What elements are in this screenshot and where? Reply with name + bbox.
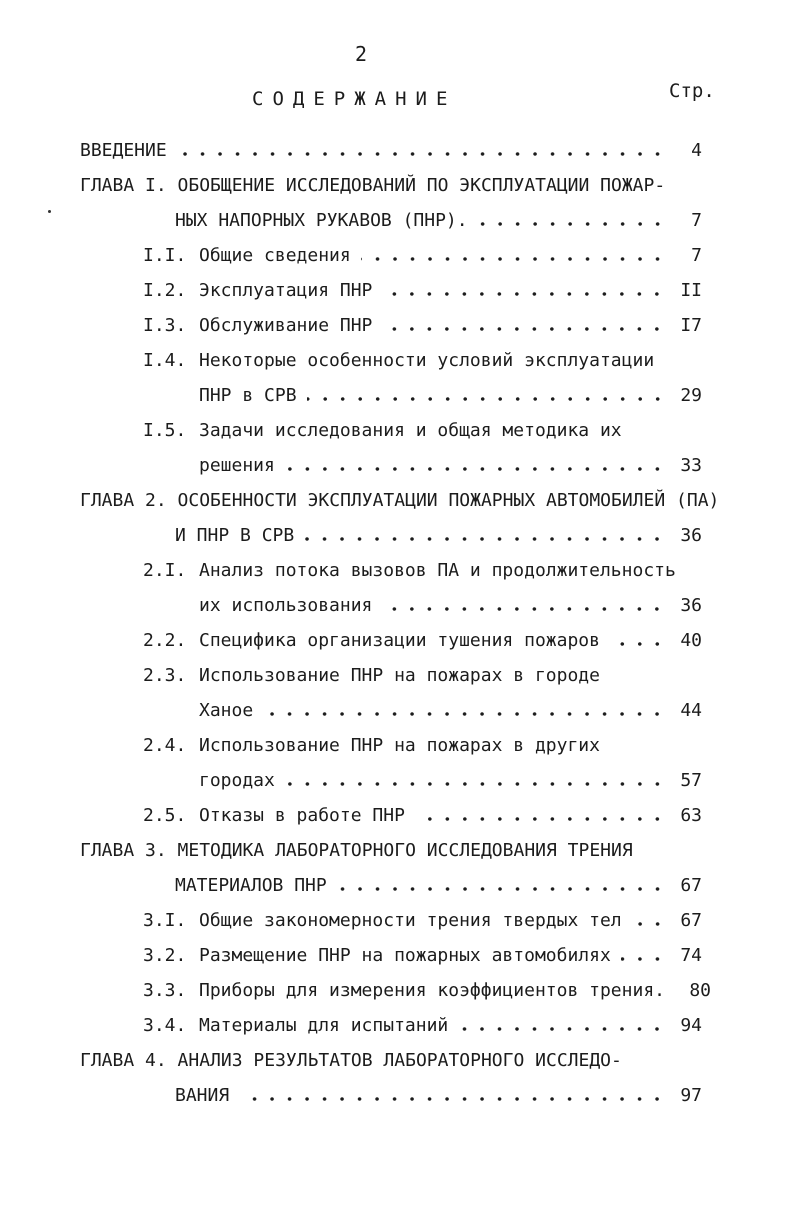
toc-entry bbox=[199, 451, 702, 477]
toc-section-number: 2.I. bbox=[143, 560, 187, 581]
toc-entry-text: Эксплуатация ПНР bbox=[199, 280, 373, 301]
toc-section-number: I.I. bbox=[143, 245, 187, 266]
page-column-label: Стр. bbox=[669, 80, 715, 102]
toc-entry bbox=[80, 171, 702, 197]
toc-entry bbox=[199, 381, 702, 407]
toc-entry bbox=[80, 836, 702, 862]
toc-entry bbox=[175, 206, 702, 232]
stray-mark bbox=[48, 210, 51, 213]
toc-entry-text: ГЛАВА 3. МЕТОДИКА ЛАБОРАТОРНОГО ИССЛЕДОВАНИЯ ТРЕНИЯ bbox=[80, 840, 633, 861]
page-number: 2 bbox=[355, 42, 368, 66]
toc-entry bbox=[175, 1081, 702, 1107]
toc-entry bbox=[143, 941, 702, 967]
dot-leader bbox=[632, 921, 666, 927]
toc-entry-text: Размещение ПНР на пожарных автомобилях bbox=[199, 945, 611, 966]
toc-section-number: 3.I. bbox=[143, 910, 187, 931]
toc-section-number: I.4. bbox=[143, 350, 187, 371]
toc-entry bbox=[199, 591, 702, 617]
toc-page-number: 40 bbox=[680, 630, 702, 651]
toc-page-number: 80 bbox=[689, 980, 711, 1001]
toc-entry-text: МАТЕРИАЛОВ ПНР bbox=[175, 875, 327, 896]
toc-entry-text: Использование ПНР на пожарах в городе bbox=[199, 665, 600, 686]
toc-entry bbox=[143, 731, 702, 757]
toc-entry bbox=[143, 311, 702, 337]
toc-section-number: 2.2. bbox=[143, 630, 187, 651]
toc-entry-text: Некоторые особенности условий эксплуатации bbox=[199, 350, 655, 371]
toc-page-number: 36 bbox=[680, 595, 702, 616]
toc-entry bbox=[199, 696, 702, 722]
dot-leader bbox=[177, 151, 666, 157]
toc-entry bbox=[175, 521, 702, 547]
toc-entry-text: решения bbox=[199, 455, 275, 476]
toc-section-number: 3.3. bbox=[143, 980, 187, 1001]
toc-page-number: 29 bbox=[680, 385, 702, 406]
dot-leader bbox=[361, 256, 666, 262]
toc-entry bbox=[143, 626, 702, 652]
toc-entry-text: городах bbox=[199, 770, 275, 791]
toc-entry bbox=[80, 1046, 702, 1072]
dot-leader bbox=[337, 886, 666, 892]
toc-entry bbox=[143, 1011, 702, 1037]
toc-page-number: 57 bbox=[680, 770, 702, 791]
toc-section-number: 2.3. bbox=[143, 665, 187, 686]
toc-page-number: 36 bbox=[680, 525, 702, 546]
toc-section-number: I.3. bbox=[143, 315, 187, 336]
toc-entry-text: Материалы для испытаний bbox=[199, 1015, 449, 1036]
toc-entry-text: Общие закономерности трения твердых тел bbox=[199, 910, 622, 931]
toc-section-number: 3.4. bbox=[143, 1015, 187, 1036]
toc-entry bbox=[199, 766, 702, 792]
toc-section-number: I.2. bbox=[143, 280, 187, 301]
toc-entry-text: Приборы для измерения коэффициентов трения. bbox=[199, 980, 665, 1001]
toc-entry bbox=[143, 276, 702, 302]
dot-leader bbox=[263, 711, 666, 717]
toc-entry bbox=[143, 241, 702, 267]
toc-entry-text: Общие сведения bbox=[199, 245, 351, 266]
toc-page-number: 74 bbox=[680, 945, 702, 966]
toc-page-number: 97 bbox=[680, 1085, 702, 1106]
toc-page-number: 7 bbox=[691, 210, 702, 231]
dot-leader bbox=[610, 641, 666, 647]
toc-entry-text: их использования bbox=[199, 595, 373, 616]
toc-entry bbox=[143, 976, 711, 1002]
dot-leader bbox=[304, 536, 666, 542]
toc-entry bbox=[143, 346, 702, 372]
toc-entry-text: Обслуживание ПНР bbox=[199, 315, 373, 336]
toc-page-number: 67 bbox=[680, 910, 702, 931]
toc-entry bbox=[175, 871, 702, 897]
toc-title: СОДЕРЖАНИЕ bbox=[252, 88, 457, 110]
toc-section-number: 2.4. bbox=[143, 735, 187, 756]
toc-section-number: 2.5. bbox=[143, 805, 187, 826]
toc-entry bbox=[80, 486, 720, 512]
toc-entry-text: Ханое bbox=[199, 700, 254, 721]
toc-entry-text: Использование ПНР на пожарах в других bbox=[199, 735, 600, 756]
toc-entry-text: ВВЕДЕНИЕ bbox=[80, 140, 167, 161]
toc-entry-text: ПНР в СРВ bbox=[199, 385, 297, 406]
toc-section-number: I.5. bbox=[143, 420, 187, 441]
toc-entry bbox=[143, 661, 702, 687]
dot-leader bbox=[621, 956, 666, 962]
toc-entry-text: НЫХ НАПОРНЫХ РУКАВОВ (ПНР). bbox=[175, 210, 468, 231]
dot-leader bbox=[382, 291, 666, 297]
toc-page-number: 67 bbox=[680, 875, 702, 896]
toc-page-number: 44 bbox=[680, 700, 702, 721]
toc-entry-text: ГЛАВА 4. АНАЛИЗ РЕЗУЛЬТАТОВ ЛАБОРАТОРНОГО ИССЛЕДО- bbox=[80, 1050, 622, 1071]
toc-entry bbox=[80, 136, 702, 162]
toc-section-number: 3.2. bbox=[143, 945, 187, 966]
toc-page-number: 63 bbox=[680, 805, 702, 826]
dot-leader bbox=[239, 1096, 666, 1102]
toc-entry-text: И ПНР В СРВ bbox=[175, 525, 295, 546]
toc-entry bbox=[143, 416, 702, 442]
dot-leader bbox=[307, 396, 666, 402]
toc-entry bbox=[143, 906, 702, 932]
toc-entry-text: ВАНИЯ bbox=[175, 1085, 230, 1106]
toc-page-number: 94 bbox=[680, 1015, 702, 1036]
toc-entry-text: ГЛАВА 2. ОСОБЕННОСТИ ЭКСПЛУАТАЦИИ ПОЖАРНЫХ АВТОМОБИЛЕЙ (ПА) bbox=[80, 490, 720, 511]
dot-leader bbox=[415, 816, 666, 822]
toc-page-number: I7 bbox=[680, 315, 702, 336]
toc-entry bbox=[143, 801, 702, 827]
toc-page-number: 33 bbox=[680, 455, 702, 476]
toc-page-number: II bbox=[680, 280, 702, 301]
dot-leader bbox=[382, 326, 666, 332]
toc-entry-text: Специфика организации тушения пожаров bbox=[199, 630, 600, 651]
toc-page-number: 4 bbox=[691, 140, 702, 161]
toc-entry-text: ГЛАВА I. ОБОБЩЕНИЕ ИССЛЕДОВАНИЙ ПО ЭКСПЛУАТАЦИИ ПОЖАР- bbox=[80, 175, 666, 196]
toc-entry bbox=[143, 556, 702, 582]
toc-entry-text: Отказы в работе ПНР bbox=[199, 805, 405, 826]
dot-leader bbox=[285, 781, 666, 787]
dot-leader bbox=[285, 466, 666, 472]
dot-leader bbox=[458, 1026, 666, 1032]
toc-entry-text: Задачи исследования и общая методика их bbox=[199, 420, 622, 441]
toc-page-number: 7 bbox=[691, 245, 702, 266]
dot-leader bbox=[478, 221, 666, 227]
toc-entry-text: Анализ потока вызовов ПА и продолжительность bbox=[199, 560, 676, 581]
dot-leader bbox=[382, 606, 666, 612]
